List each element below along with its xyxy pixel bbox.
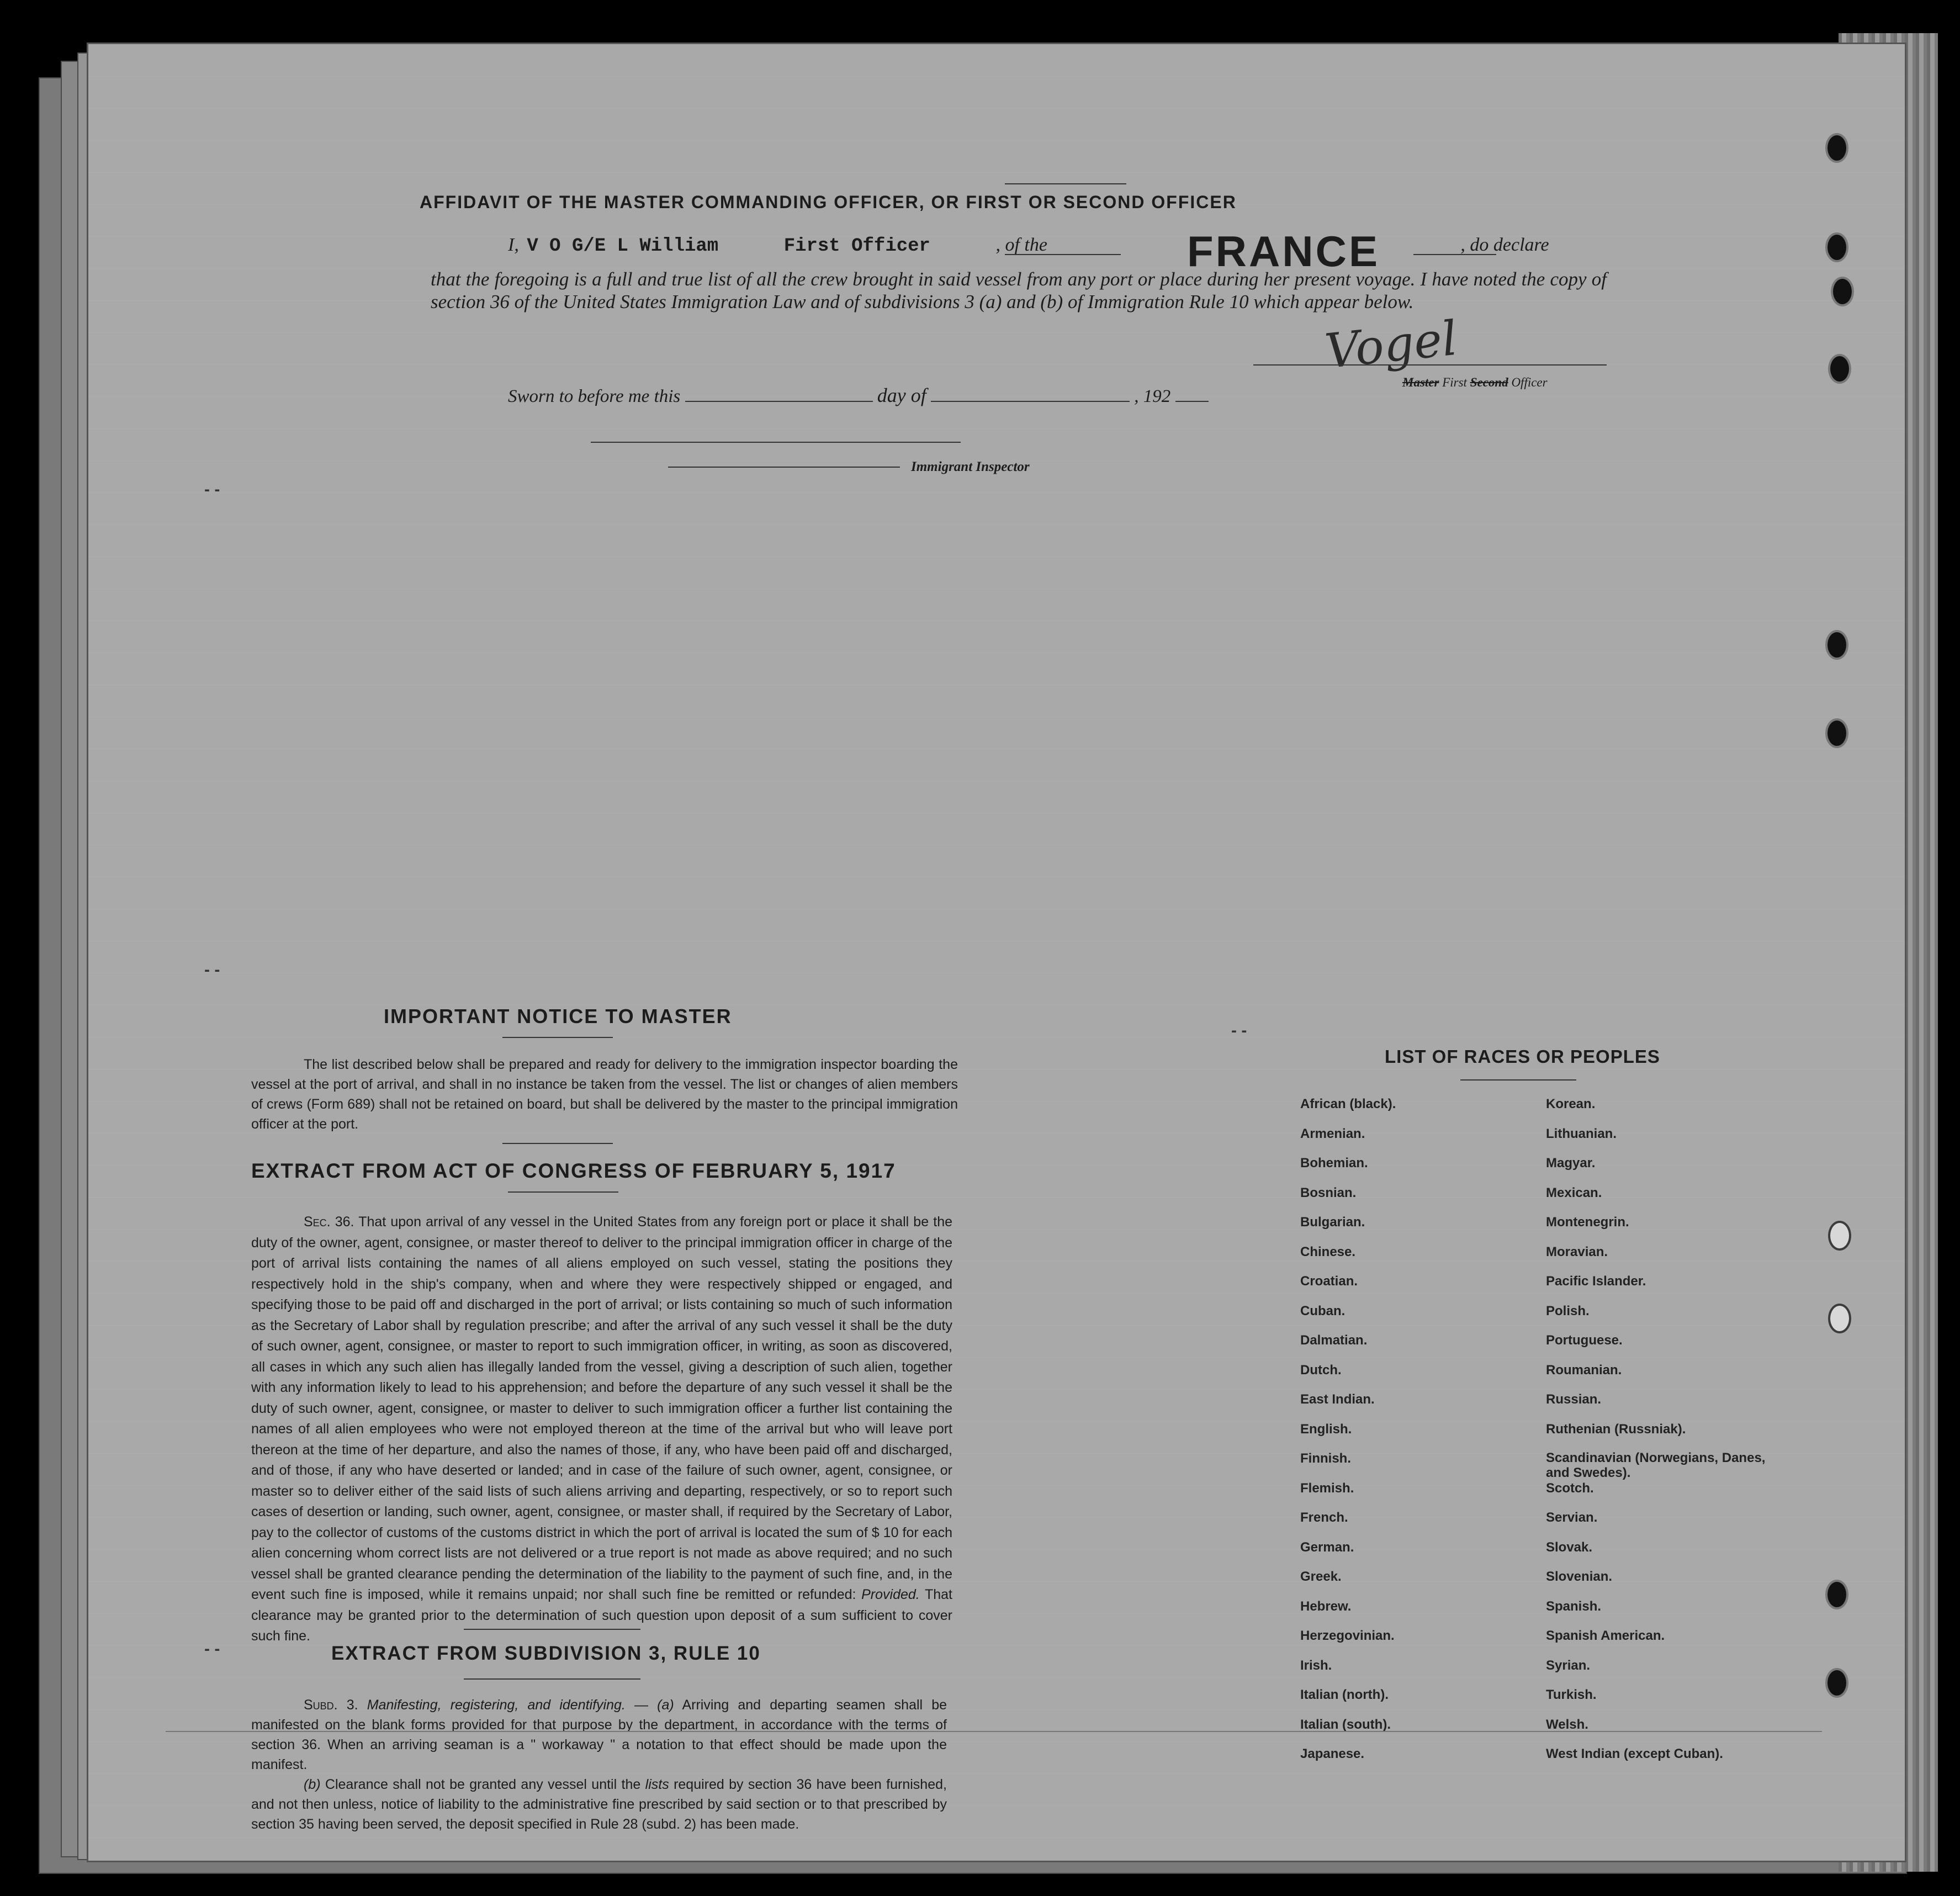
- officer-signature: Vogel: [1322, 310, 1460, 380]
- race-item: Dalmatian.: [1300, 1333, 1368, 1348]
- punch-hole: [1830, 356, 1849, 382]
- prefix: I,: [508, 235, 519, 255]
- race-item: Japanese.: [1300, 1746, 1365, 1761]
- race-item: Slovenian.: [1546, 1569, 1613, 1584]
- page-bottom-rule: [166, 1731, 1822, 1732]
- rule: [502, 1143, 613, 1144]
- day-of-text: day of: [877, 384, 926, 406]
- races-title: LIST OF RACES OR PEOPLES: [1385, 1046, 1660, 1067]
- races-right-column: [1546, 1096, 1778, 1776]
- rule10-text: [251, 1695, 947, 1834]
- of-the-text: , of the: [995, 235, 1047, 255]
- vessel-name-stamp: FRANCE: [1187, 227, 1380, 276]
- rule: [502, 1037, 613, 1038]
- provided-body: That clearance may be granted prior to the determination of such question upon deposit of a sum sufficient to cover such fine.: [251, 1587, 952, 1644]
- race-item: Cuban.: [1300, 1303, 1345, 1318]
- race-item: Syrian.: [1546, 1657, 1591, 1673]
- race-item: Moravian.: [1546, 1244, 1608, 1259]
- race-item: Spanish.: [1546, 1598, 1602, 1614]
- inspector-signature-line: [591, 442, 961, 443]
- first-label: First: [1442, 375, 1467, 389]
- races-left-column: [1300, 1096, 1510, 1776]
- affidavit-body: that the foregoing is a full and true list of all the crew brought in said vessel from any port or place during her present voyage. I have noted the copy of section 36 of the United States Immigration Law and of subdivisions 3 (a) and (b) of Immigration Rule 10 which appear below.: [431, 268, 1607, 313]
- section-36-text: [251, 1212, 952, 1647]
- officer-word: Officer: [1511, 375, 1548, 389]
- race-item: Armenian.: [1300, 1126, 1365, 1141]
- punch-hole: [1833, 279, 1852, 304]
- struck-second: Second: [1470, 375, 1508, 389]
- race-item: Hebrew.: [1300, 1598, 1352, 1614]
- race-item: Scandinavian (Norwegians, Danes, and Swedes).: [1546, 1450, 1766, 1480]
- punch-hole: [1827, 235, 1846, 260]
- race-item: Italian (north).: [1300, 1687, 1389, 1702]
- act-title: EXTRACT FROM ACT OF CONGRESS OF FEBRUARY 5, 1917: [251, 1159, 896, 1182]
- race-item: Mexican.: [1546, 1185, 1602, 1200]
- ledger-mark: - -: [1231, 1021, 1247, 1040]
- do-declare-text: , do declare: [1460, 235, 1549, 255]
- race-item: Bulgarian.: [1300, 1215, 1365, 1230]
- race-item: Magyar.: [1546, 1156, 1596, 1171]
- notice-body: The list described below shall be prepared and ready for delivery to the immigration inspector boarding the vessel at the port of arrival, and shall in no instance be taken from the vessel. The list or changes of alien members of crews (Form 689) shall not be retained on board, but shall be delivered by the master to the principal immigration officer at the port.: [251, 1057, 958, 1132]
- race-item: Finnish.: [1300, 1451, 1351, 1466]
- race-item: Ruthenian (Russniak).: [1546, 1421, 1686, 1437]
- part-a-text: Arriving and departing seamen shall be manifested on the blank forms provided for that purpose by the department, in accordance with the terms of section 36. When an arriving seaman is a " workaway " a notation to that effect should be made upon the manifest.: [251, 1697, 947, 1772]
- ledger-mark: - -: [204, 961, 220, 979]
- inspector-label: Immigrant Inspector: [911, 459, 1030, 474]
- rule10-title: EXTRACT FROM SUBDIVISION 3, RULE 10: [331, 1643, 761, 1664]
- subd-label: Subd. 3.: [304, 1697, 358, 1713]
- rule: [668, 467, 900, 468]
- race-item: Lithuanian.: [1546, 1126, 1617, 1141]
- race-item: Polish.: [1546, 1303, 1590, 1318]
- race-item: Roumanian.: [1546, 1362, 1622, 1378]
- rule: [1005, 183, 1126, 184]
- race-item: Spanish American.: [1546, 1628, 1665, 1643]
- punch-hole: [1830, 1306, 1849, 1331]
- race-item: Scotch.: [1546, 1480, 1594, 1496]
- rule: [1005, 254, 1121, 255]
- punch-hole: [1827, 1670, 1846, 1696]
- race-item: Herzegovinian.: [1300, 1628, 1395, 1643]
- race-item: East Indian.: [1300, 1392, 1375, 1407]
- race-item: Greek.: [1300, 1569, 1342, 1584]
- race-item: English.: [1300, 1421, 1352, 1437]
- race-item: Slovak.: [1546, 1539, 1593, 1555]
- race-item: Italian (south).: [1300, 1717, 1391, 1732]
- year-blank: [1175, 401, 1209, 402]
- race-item: Chinese.: [1300, 1244, 1356, 1259]
- race-item: Bohemian.: [1300, 1156, 1368, 1171]
- manifest-page: [88, 44, 1905, 1861]
- section-label: Sec. 36.: [304, 1214, 354, 1230]
- punch-hole: [1827, 632, 1846, 658]
- part-b-text-1: Clearance shall not be granted any vessel until the: [325, 1777, 641, 1792]
- month-blank: [931, 401, 1130, 402]
- race-item: Servian.: [1546, 1510, 1598, 1525]
- race-item: Dutch.: [1300, 1362, 1342, 1378]
- officer-rank: First Officer: [783, 236, 930, 257]
- race-item: Pacific Islander.: [1546, 1274, 1646, 1289]
- rule: [1460, 1079, 1576, 1081]
- punch-hole: [1827, 135, 1846, 161]
- race-item: African (black).: [1300, 1097, 1396, 1111]
- sworn-line: [508, 384, 1209, 407]
- rule: [1413, 254, 1496, 255]
- notice-title: IMPORTANT NOTICE TO MASTER: [384, 1005, 732, 1028]
- race-item: Welsh.: [1546, 1717, 1588, 1732]
- race-item: German.: [1300, 1539, 1354, 1555]
- race-item: Korean.: [1546, 1097, 1596, 1111]
- section-body: That upon arrival of any vessel in the United States from any foreign port or place it shall be the duty of the owner, agent, consignee, or master thereof to deliver to the principal immigration officer in charge of the port of arrival lists containing the names of all aliens employed on such vessel, stating the positions they respectively hold in the ship's company, when and where they were respectively shipped or engaged, and specifying those to be paid off and discharged in the port of arrival; or lists containing so much of such information as the Secretary of Labor shall by regulation prescribe; and after the arrival of any such vessel it shall be the duty of such owner, agent, consignee, or master to report to such immigration officer, in writing, as soon as discovered, all cases in which any such alien has illegally landed from the vessel, giving a description of such alien, together with any information likely to lead to his apprehension; and before the departure of any such vessel it shall be the duty of such owner, agent, consignee, or master to deliver to such immigration officer a further list containing the names of all alien employees who were not employed thereon at the time of the arrival but who will leave port thereon at the time of her departure, and also the names of those, if any, who have been paid off and discharged, and of those, if any who have deserted or landed; and in case of the failure of such owner, agent, consignee, or master so to deliver either of the said lists of such aliens arriving and departing, respectively, or so to report such cases of desertion or landing, such owner, agent, consignee, or master shall, if required by the Secretary of Labor, pay to the collector of customs of the customs district in which the port of arrival is located the sum of $ 10 for each alien concerning whom correct lists are not delivered or a true report is not made as above required; and no such vessel shall be granted clearance pending the determination of the liability to the payment of such fine, and, in the event such fine is imposed, while it remains unpaid; nor shall such fine be remitted or refunded:: [251, 1214, 952, 1602]
- rule: [508, 1191, 618, 1193]
- race-item: Portuguese.: [1546, 1333, 1623, 1348]
- rule: [464, 1678, 640, 1680]
- affidavit-declaration-line: [508, 235, 1607, 257]
- punch-hole: [1830, 1223, 1849, 1248]
- race-item: French.: [1300, 1510, 1348, 1525]
- race-item: Turkish.: [1546, 1687, 1597, 1702]
- race-item: Russian.: [1546, 1392, 1602, 1407]
- day-blank: [685, 401, 873, 402]
- officer-name: V O G/E L William: [527, 236, 719, 257]
- ledger-mark: - -: [204, 480, 220, 499]
- part-b-label: (b): [304, 1777, 321, 1792]
- part-a-label: — (a): [634, 1697, 674, 1713]
- punch-hole: [1827, 1582, 1846, 1607]
- rule: [464, 1629, 640, 1630]
- signature-line: [1253, 364, 1607, 366]
- part-b-text-2: required by section 36 have been furnished, and not then unless, notice of liability to the administrative fine prescribed by said section or to that prescribed by section 35 having been served, the deposit specified in Rule 28 (subd. 2) has been made.: [251, 1777, 947, 1832]
- affidavit-title: AFFIDAVIT OF THE MASTER COMMANDING OFFICER, OR FIRST OR SECOND OFFICER: [420, 192, 1237, 212]
- year-text: , 192: [1134, 386, 1171, 406]
- race-item: Irish.: [1300, 1657, 1332, 1673]
- sworn-text: Sworn to before me this: [508, 386, 681, 406]
- part-a-paragraph: [251, 1695, 947, 1775]
- punch-hole: [1827, 721, 1846, 746]
- struck-master: Master: [1402, 375, 1439, 389]
- part-b-lists: lists: [645, 1777, 669, 1792]
- ledger-mark: - -: [204, 1640, 220, 1658]
- race-item: Bosnian.: [1300, 1185, 1357, 1200]
- subd-heading: Manifesting, registering, and identifying.: [367, 1697, 626, 1713]
- provided-label: Provided.: [861, 1587, 920, 1602]
- race-item: Montenegrin.: [1546, 1215, 1629, 1230]
- race-item: West Indian (except Cuban).: [1546, 1746, 1723, 1761]
- part-b-paragraph: [251, 1775, 947, 1834]
- officer-type-label: [1402, 375, 1548, 390]
- race-item: Croatian.: [1300, 1274, 1358, 1289]
- race-item: Flemish.: [1300, 1480, 1354, 1496]
